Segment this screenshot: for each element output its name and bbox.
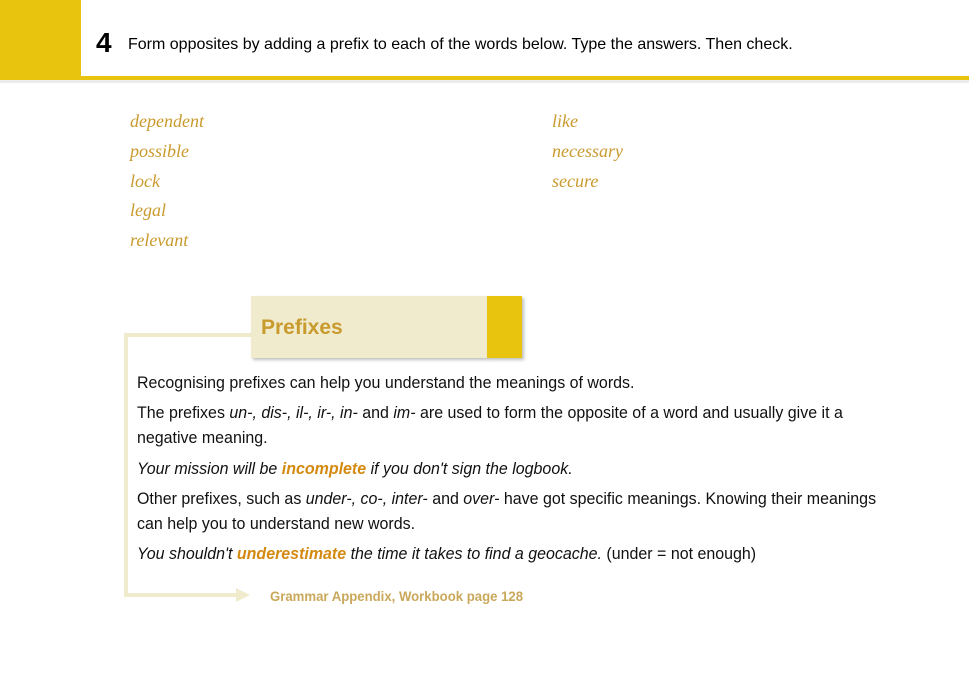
text-run: if you don't sign the logbook. bbox=[366, 459, 573, 478]
highlighted-word: incomplete bbox=[281, 459, 367, 478]
prefixes-example-2 bbox=[137, 541, 880, 566]
word-item[interactable]: legal bbox=[130, 200, 166, 221]
text-run: have got specific meanings. Knowing their meanings can help you to understand new words. bbox=[137, 489, 877, 533]
word-item[interactable]: like bbox=[552, 111, 578, 131]
text-run: (under = not enough) bbox=[601, 544, 757, 563]
box-frame-horizontal bbox=[124, 333, 252, 337]
exercise-number: 4 bbox=[96, 27, 112, 58]
text-run: Your mission will be bbox=[137, 459, 282, 478]
text-run: The prefixes bbox=[137, 403, 230, 422]
word-item[interactable]: necessary bbox=[552, 140, 623, 161]
prefix-examples: un-, dis-, il-, ir-, in- bbox=[229, 403, 358, 422]
box-frame-vertical bbox=[124, 333, 128, 597]
word-item[interactable]: relevant bbox=[130, 230, 189, 251]
text-run: and bbox=[427, 489, 464, 508]
arrow-right-icon bbox=[236, 588, 250, 602]
header-divider-shadow bbox=[0, 80, 969, 83]
prefixes-example-1 bbox=[137, 456, 880, 481]
word-item[interactable]: possible bbox=[130, 140, 190, 161]
prefixes-paragraph-2 bbox=[137, 400, 880, 450]
prefix-example: im- bbox=[393, 403, 416, 422]
prefix-examples: under-, co-, inter- bbox=[305, 489, 428, 508]
text-run: are used to form the opposite of a word and usually give it a negative meaning. bbox=[137, 403, 843, 447]
prefix-example: over- bbox=[463, 489, 500, 508]
text-run: the time it takes to find a geocache. bbox=[346, 544, 602, 563]
word-item[interactable]: lock bbox=[130, 170, 160, 191]
prefixes-tab-accent bbox=[487, 296, 522, 358]
word-list-right bbox=[552, 109, 623, 198]
word-item[interactable]: dependent bbox=[130, 111, 204, 131]
word-item[interactable]: secure bbox=[552, 170, 599, 191]
text-run: You shouldn't bbox=[137, 544, 237, 563]
prefixes-title: Prefixes bbox=[261, 316, 343, 339]
word-list-left bbox=[130, 109, 204, 258]
highlighted-word: underestimate bbox=[236, 544, 347, 563]
text-run: Other prefixes, such as bbox=[137, 489, 306, 508]
arrow-line bbox=[124, 593, 238, 597]
prefixes-paragraph-1: Recognising prefixes can help you understand the meanings of words. bbox=[137, 373, 635, 392]
grammar-appendix-link[interactable]: Grammar Appendix, Workbook page 128 bbox=[270, 588, 524, 604]
prefixes-paragraph-3 bbox=[137, 486, 880, 536]
header-accent-block bbox=[0, 0, 81, 76]
text-run: and bbox=[357, 403, 394, 422]
exercise-instruction: Form opposites by adding a prefix to each of the words below. Type the answers. Then check. bbox=[128, 36, 793, 53]
